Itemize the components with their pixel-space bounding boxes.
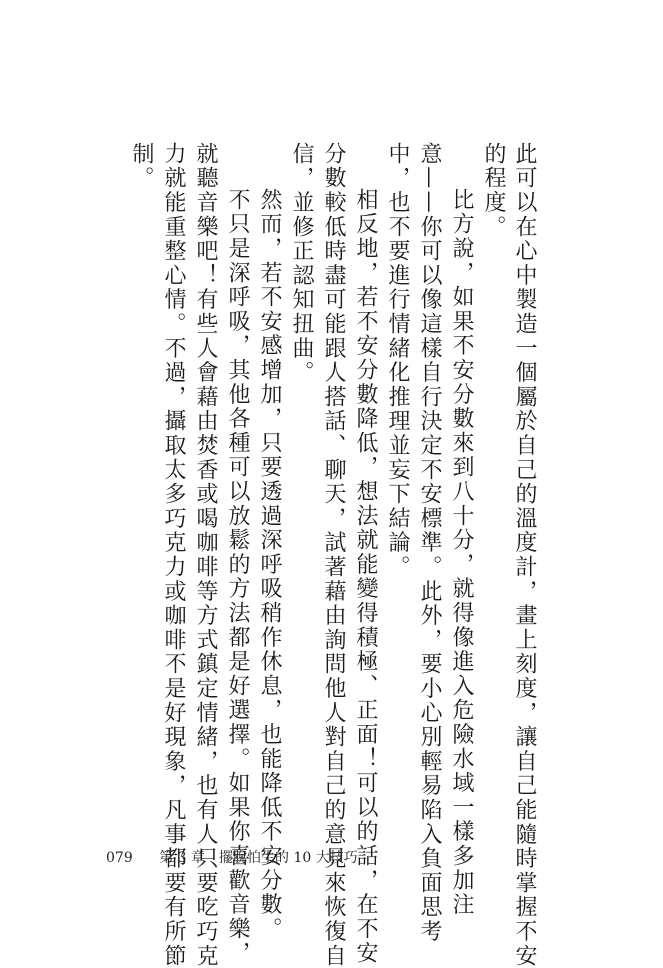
- text-column-12: 力就能重整心情。不過，攝取太多巧克力或咖啡不是好現象，凡事都要有所節: [161, 142, 186, 968]
- text-column-2: 的程度。: [481, 142, 506, 240]
- text-column-9: 然而，若不安感增加，只要透過深呼吸稍作休息，也能降低不安分數。: [257, 188, 282, 942]
- text-column-11: 就聽音樂吧！有些人會藉由焚香或喝咖啡等方式鎮定情緒，也有人只要吃巧克: [193, 142, 218, 968]
- text-column-6: 相反地，若不安分數降低，想法就能變得積極、正面！可以的話，在不安: [353, 188, 378, 966]
- text-column-8: 信，並修正認知扭曲。: [289, 142, 314, 385]
- chapter-title: 第 3 章 擺脫怕生的 10 大技巧: [159, 850, 358, 866]
- text-column-10: 不只是深呼吸，其他各種可以放鬆的方法都是好選擇。如果你喜歡音樂，: [225, 188, 250, 966]
- text-column-3: 比方說，如果不安分數來到八十分，就得像進入危險水域一樣多加注: [449, 188, 474, 917]
- page-footer: [106, 847, 358, 867]
- text-column-5: 中，也不要進行情緒化推理並妄下結論。: [385, 142, 410, 580]
- page-number: 079: [106, 850, 133, 866]
- text-column-7: 分數較低時盡可能跟人搭話、聊天，試著藉由詢問他人對自己的意見來恢復自: [321, 142, 346, 968]
- text-column-1: 此可以在心中製造一個屬於自己的溫度計，畫上刻度，讓自己能隨時掌握不安: [512, 142, 537, 968]
- text-column-13: 制。: [129, 142, 154, 191]
- text-column-4: 意——你可以像這樣自行決定不安標準。此外，要小心別輕易陷入負面思考: [417, 142, 442, 944]
